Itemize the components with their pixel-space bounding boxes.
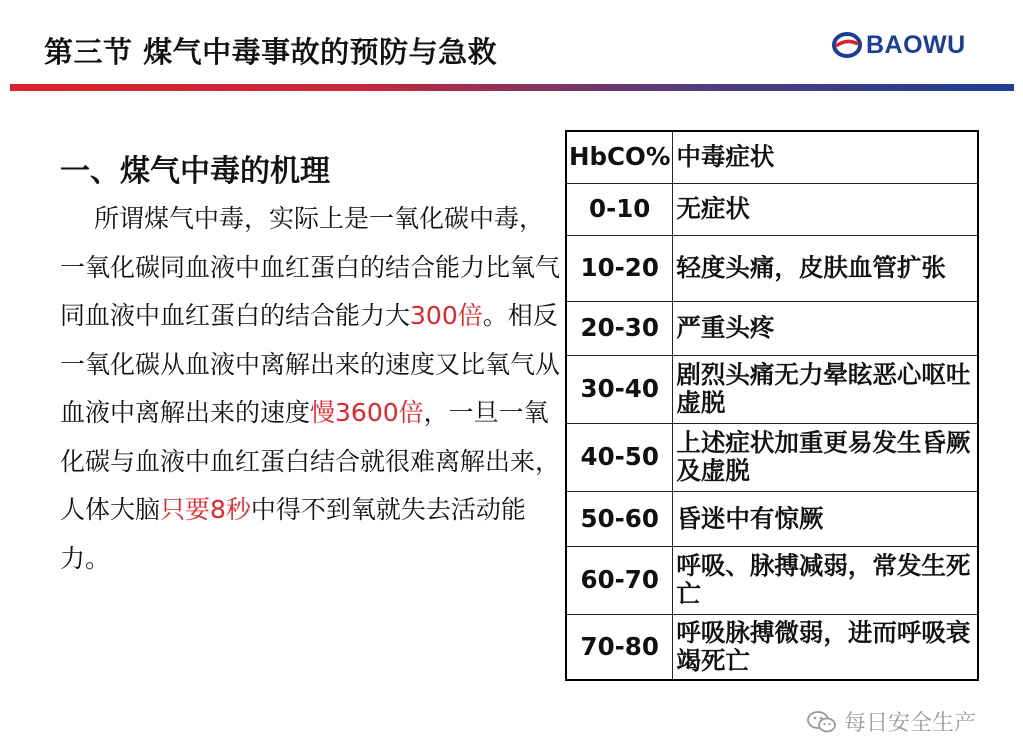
row-symptom: 轻度头痛，皮肤血管扩张 [673,235,978,301]
logo-text: BAOWU [866,30,966,59]
row-range: 0-10 [566,183,673,235]
row-symptom: 剧烈头痛无力晕眩恶心呕吐虚脱 [673,355,978,423]
wechat-icon [806,709,838,735]
header-symptoms: 中毒症状 [673,131,978,183]
table-row [566,183,978,235]
table-row [566,235,978,301]
section-heading: 一、煤气中毒的机理 [60,154,330,189]
highlight-3600x: 慢3600倍 [310,398,424,427]
row-range: 40-50 [566,423,673,491]
body-text-4: 中得不到氧就失去活动能力。 [60,495,526,573]
watermark-text: 每日安全生产 [844,711,977,736]
table-header-row [566,131,978,183]
table-row [566,355,978,423]
body-text-3: ，一旦一氧化碳与血液中血红蛋白结合就很难离解出来，人体大脑 [60,398,561,524]
table-row [566,491,978,546]
body-text-1: 所谓煤气中毒，实际上是一氧化碳中毒，一氧化碳同血液中血红蛋白的结合能力比氧气同血液中血红蛋白的结合能力大 [60,204,561,330]
row-symptom: 昏迷中有惊厥 [673,491,978,546]
baowu-logo-icon [832,30,862,60]
row-range: 70-80 [566,614,673,680]
highlight-300x: 300倍 [410,301,483,330]
baowu-logo [832,28,966,62]
row-range: 50-60 [566,491,673,546]
watermark [806,706,976,737]
header-divider-bar [10,84,1014,91]
row-symptom: 呼吸脉搏微弱，进而呼吸衰竭死亡 [673,614,978,680]
row-range: 60-70 [566,546,673,614]
body-text-2: 。相反一氧化碳从血液中离解出来的速度又比氧气从血液中离解出来的速度 [60,301,561,427]
highlight-8-seconds: 只要8秒 [160,495,251,524]
row-range: 30-40 [566,355,673,423]
table-row [566,301,978,355]
row-range: 10-20 [566,235,673,301]
row-symptom: 上述症状加重更易发生昏厥及虚脱 [673,423,978,491]
hbco-symptom-table [565,130,979,681]
table-row [566,614,978,680]
table-row [566,423,978,491]
table-row [566,546,978,614]
row-symptom: 无症状 [673,183,978,235]
row-range: 20-30 [566,301,673,355]
page-title: 第三节 煤气中毒事故的预防与急救 [44,35,498,69]
mechanism-paragraph [60,195,562,583]
header-hbco: HbCO% [566,131,673,183]
row-symptom: 严重头疼 [673,301,978,355]
row-symptom: 呼吸、脉搏减弱，常发生死亡 [673,546,978,614]
